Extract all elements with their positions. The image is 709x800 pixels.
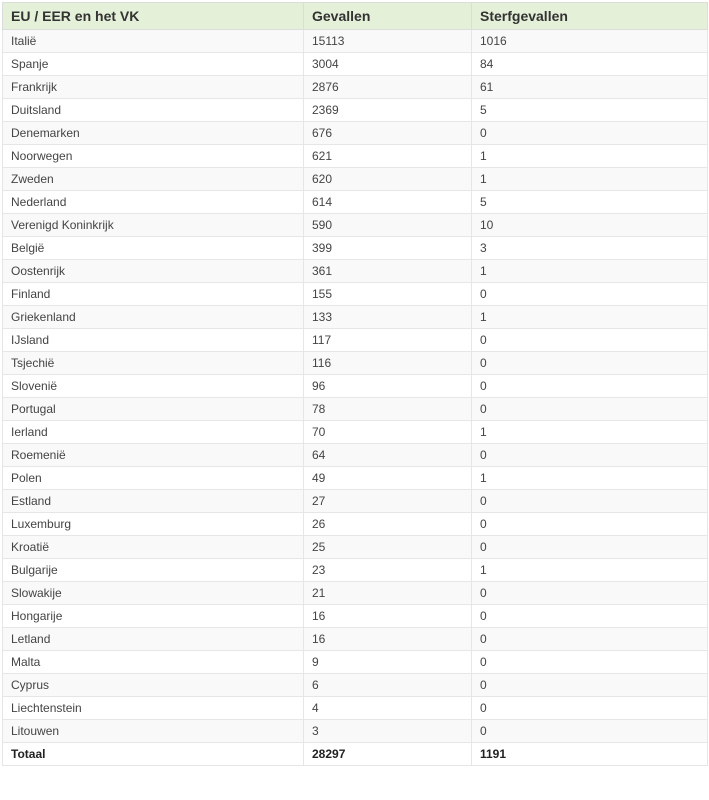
cell-country: Malta [3, 651, 304, 674]
table-row [3, 53, 708, 76]
country-cases-table [2, 2, 708, 766]
cell-deaths: 0 [472, 605, 708, 628]
table-row [3, 168, 708, 191]
cell-cases: 6 [304, 674, 472, 697]
cell-deaths: 0 [472, 720, 708, 743]
cell-deaths: 0 [472, 444, 708, 467]
cell-cases: 361 [304, 260, 472, 283]
cell-deaths: 0 [472, 375, 708, 398]
cell-deaths: 0 [472, 398, 708, 421]
cell-cases: 16 [304, 605, 472, 628]
cell-country: Zweden [3, 168, 304, 191]
table-row [3, 697, 708, 720]
cell-country: Oostenrijk [3, 260, 304, 283]
table-row [3, 329, 708, 352]
total-cases: 28297 [304, 743, 472, 766]
table-footer [3, 743, 708, 766]
table-row [3, 720, 708, 743]
cell-country: Estland [3, 490, 304, 513]
cell-cases: 27 [304, 490, 472, 513]
cell-cases: 133 [304, 306, 472, 329]
header-deaths: Sterfgevallen [472, 3, 708, 30]
cell-country: Noorwegen [3, 145, 304, 168]
table-row [3, 651, 708, 674]
cell-country: Denemarken [3, 122, 304, 145]
cell-country: Slovenië [3, 375, 304, 398]
cell-cases: 116 [304, 352, 472, 375]
cell-cases: 3004 [304, 53, 472, 76]
cell-cases: 614 [304, 191, 472, 214]
table-row [3, 674, 708, 697]
cell-country: Duitsland [3, 99, 304, 122]
cell-deaths: 0 [472, 582, 708, 605]
cell-country: Portugal [3, 398, 304, 421]
cell-deaths: 1 [472, 145, 708, 168]
cell-deaths: 1 [472, 168, 708, 191]
cell-country: Bulgarije [3, 559, 304, 582]
cell-country: Finland [3, 283, 304, 306]
cell-country: Spanje [3, 53, 304, 76]
cell-country: Tsjechië [3, 352, 304, 375]
table-row [3, 605, 708, 628]
cell-country: Polen [3, 467, 304, 490]
cell-cases: 155 [304, 283, 472, 306]
total-deaths: 1191 [472, 743, 708, 766]
cell-deaths: 1016 [472, 30, 708, 53]
header-row [3, 3, 708, 30]
cell-cases: 78 [304, 398, 472, 421]
total-label: Totaal [3, 743, 304, 766]
table-row [3, 628, 708, 651]
table-row [3, 76, 708, 99]
cell-deaths: 1 [472, 306, 708, 329]
cell-country: Kroatië [3, 536, 304, 559]
table-row [3, 283, 708, 306]
cell-country: Slowakije [3, 582, 304, 605]
cell-cases: 26 [304, 513, 472, 536]
table-row [3, 99, 708, 122]
cell-deaths: 0 [472, 628, 708, 651]
cell-cases: 676 [304, 122, 472, 145]
cell-country: Frankrijk [3, 76, 304, 99]
table-row [3, 559, 708, 582]
table-row [3, 352, 708, 375]
cell-deaths: 0 [472, 697, 708, 720]
cell-cases: 2369 [304, 99, 472, 122]
cell-cases: 25 [304, 536, 472, 559]
cell-cases: 15113 [304, 30, 472, 53]
cell-deaths: 61 [472, 76, 708, 99]
cell-country: Luxemburg [3, 513, 304, 536]
cell-country: Hongarije [3, 605, 304, 628]
cell-deaths: 0 [472, 283, 708, 306]
table-row [3, 536, 708, 559]
table-row [3, 306, 708, 329]
table-row [3, 375, 708, 398]
cell-deaths: 0 [472, 490, 708, 513]
table-row [3, 398, 708, 421]
cell-deaths: 5 [472, 99, 708, 122]
total-row [3, 743, 708, 766]
cell-country: Ierland [3, 421, 304, 444]
cell-country: IJsland [3, 329, 304, 352]
cell-deaths: 84 [472, 53, 708, 76]
cell-cases: 2876 [304, 76, 472, 99]
cell-cases: 620 [304, 168, 472, 191]
cell-deaths: 1 [472, 467, 708, 490]
cell-deaths: 1 [472, 260, 708, 283]
cell-deaths: 0 [472, 329, 708, 352]
cell-country: Italië [3, 30, 304, 53]
cell-cases: 70 [304, 421, 472, 444]
header-cases: Gevallen [304, 3, 472, 30]
cell-cases: 21 [304, 582, 472, 605]
cell-cases: 399 [304, 237, 472, 260]
cell-deaths: 0 [472, 352, 708, 375]
table-row [3, 260, 708, 283]
table-row [3, 145, 708, 168]
cell-cases: 621 [304, 145, 472, 168]
cell-country: Litouwen [3, 720, 304, 743]
table-body [3, 30, 708, 743]
table-row [3, 582, 708, 605]
cell-country: Verenigd Koninkrijk [3, 214, 304, 237]
table-row [3, 122, 708, 145]
cell-deaths: 5 [472, 191, 708, 214]
cell-deaths: 0 [472, 513, 708, 536]
cell-deaths: 0 [472, 536, 708, 559]
table-row [3, 513, 708, 536]
table-row [3, 30, 708, 53]
cell-cases: 49 [304, 467, 472, 490]
table-row [3, 444, 708, 467]
cell-country: Cyprus [3, 674, 304, 697]
cell-deaths: 3 [472, 237, 708, 260]
cell-cases: 4 [304, 697, 472, 720]
cell-country: Liechtenstein [3, 697, 304, 720]
cell-country: Letland [3, 628, 304, 651]
cell-cases: 64 [304, 444, 472, 467]
cell-deaths: 0 [472, 651, 708, 674]
cell-cases: 590 [304, 214, 472, 237]
cell-country: Roemenië [3, 444, 304, 467]
cell-deaths: 10 [472, 214, 708, 237]
cell-cases: 9 [304, 651, 472, 674]
table-header [3, 3, 708, 30]
table-row [3, 237, 708, 260]
cell-cases: 117 [304, 329, 472, 352]
table-row [3, 191, 708, 214]
cell-country: Griekenland [3, 306, 304, 329]
cell-cases: 16 [304, 628, 472, 651]
cell-country: Nederland [3, 191, 304, 214]
cell-cases: 96 [304, 375, 472, 398]
table-row [3, 490, 708, 513]
cell-deaths: 1 [472, 559, 708, 582]
table-row [3, 214, 708, 237]
table-row [3, 421, 708, 444]
cell-deaths: 0 [472, 122, 708, 145]
table-row [3, 467, 708, 490]
cell-deaths: 0 [472, 674, 708, 697]
cell-deaths: 1 [472, 421, 708, 444]
cell-country: België [3, 237, 304, 260]
cell-cases: 3 [304, 720, 472, 743]
header-country: EU / EER en het VK [3, 3, 304, 30]
cell-cases: 23 [304, 559, 472, 582]
